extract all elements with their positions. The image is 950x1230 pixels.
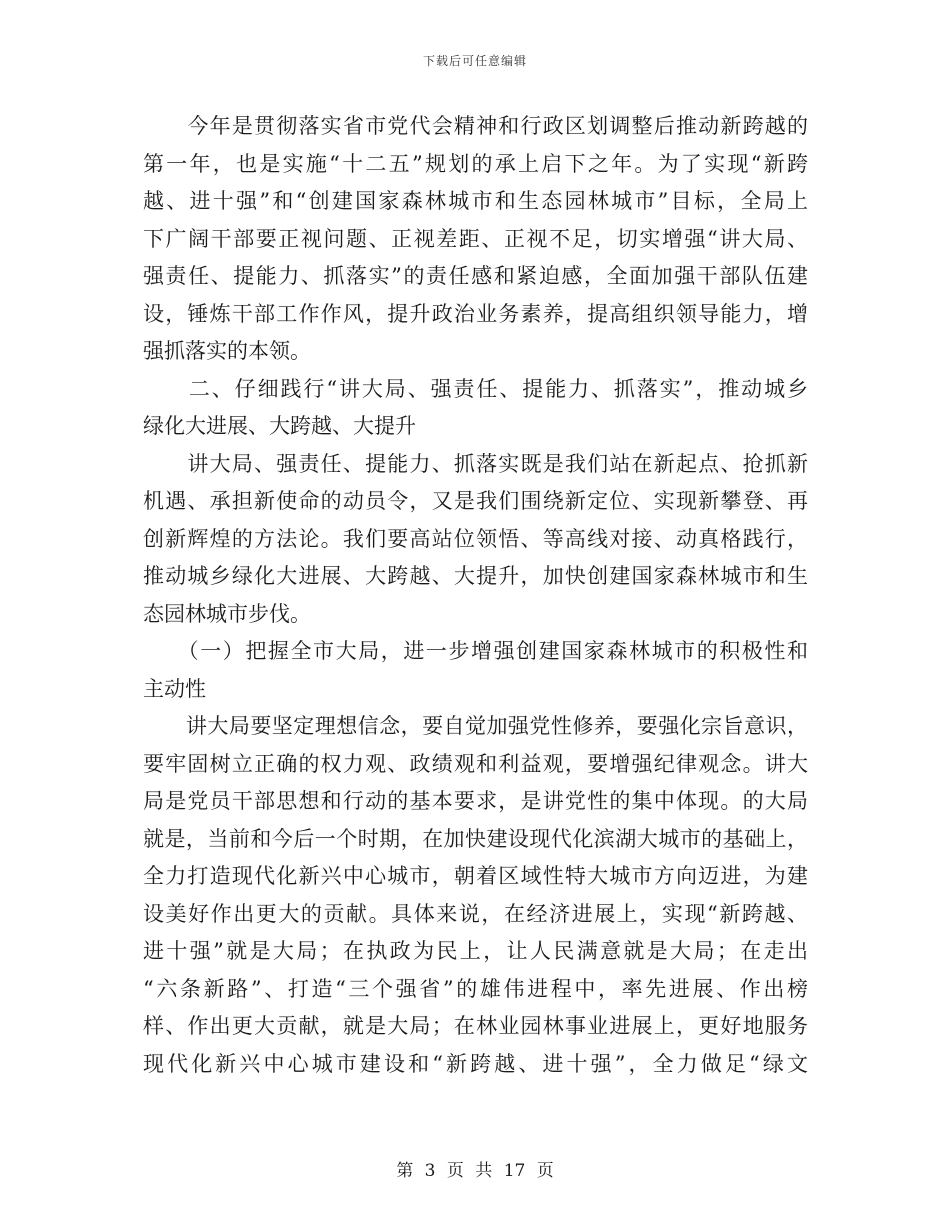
section-heading-line: 绿化大进展、大跨越、大提升 [143,414,416,438]
text-line: 强抓落实的本领。 [143,339,311,363]
text-line: 样、作出更大贡献，就是大局；在林业园林事业进展上，更好地服务 [143,1014,808,1038]
text-line: 态园林城市步伐。 [143,601,311,626]
text-line: 第一年，也是实施“十二五”规划的承上启下之年。为了实现“新跨 [143,151,808,176]
subsection-heading-line: 主动性 [143,676,206,701]
text-line: 全力打造现代化新兴中心城市，朝着区域性特大城市方向迈进，为建 [143,864,808,888]
page-number-footer: 第 3 页 共 17 页 [396,1161,554,1181]
text-line: 设美好作出更大的贡献。具体来说，在经济进展上，实现“新跨越、 [143,901,808,926]
text-line: 进十强”就是大局；在执政为民上，让人民满意就是大局；在走出 [143,939,808,963]
page-header-note: 下载后可任意编辑 [422,54,527,68]
text-line: 今年是贯彻落实省市党代会精神和行政区划调整后推动新跨越的 [143,114,808,138]
text-line: 下广阔干部要正视问题、正视差距、正视不足，切实增强“讲大局、 [143,226,808,251]
section-heading-line: 二、仔细践行“讲大局、强责任、提能力、抓落实”，推动城乡 [143,376,808,401]
text-line: 局是党员干部思想和行动的基本要求，是讲党性的集中体现。的大局 [143,789,808,813]
text-line: 就是，当前和今后一个时期，在加快建设现代化滨湖大城市的基础上， [143,826,808,851]
text-line: 讲大局、强责任、提能力、抓落实既是我们站在新起点、抢抓新 [143,451,808,476]
text-line: 创新辉煌的方法论。我们要高站位领悟、等高线对接、动真格践行， [143,526,808,551]
text-line: 机遇、承担新使命的动员令，又是我们围绕新定位、实现新攀登、再 [143,489,808,513]
text-line: 强责任、提能力、抓落实”的责任感和紧迫感，全面加强干部队伍建 [143,264,808,288]
text-line: 推动城乡绿化大进展、大跨越、大提升，加快创建国家森林城市和生 [143,564,808,588]
text-line: 设，锤炼干部工作作风，提升政治业务素养，提高组织领导能力，增 [143,301,808,326]
text-line: 要牢固树立正确的权力观、政绩观和利益观，要增强纪律观念。讲大 [143,751,808,776]
document-body [143,108,808,1083]
text-line: 现代化新兴中心城市建设和“新跨越、进十强”，全力做足“绿文 [143,1051,808,1076]
text-line: 越、进十强”和“创建国家森林城市和生态园林城市”目标，全局上 [143,189,808,213]
text-line: 讲大局要坚定理想信念，要自觉加强党性修养，要强化宗旨意识， [143,714,808,738]
text-line: “六条新路”、打造“三个强省”的雄伟进程中，率先进展、作出榜 [143,976,808,1001]
subsection-heading-line: （一）把握全市大局，进一步增强创建国家森林城市的积极性和 [143,639,808,663]
